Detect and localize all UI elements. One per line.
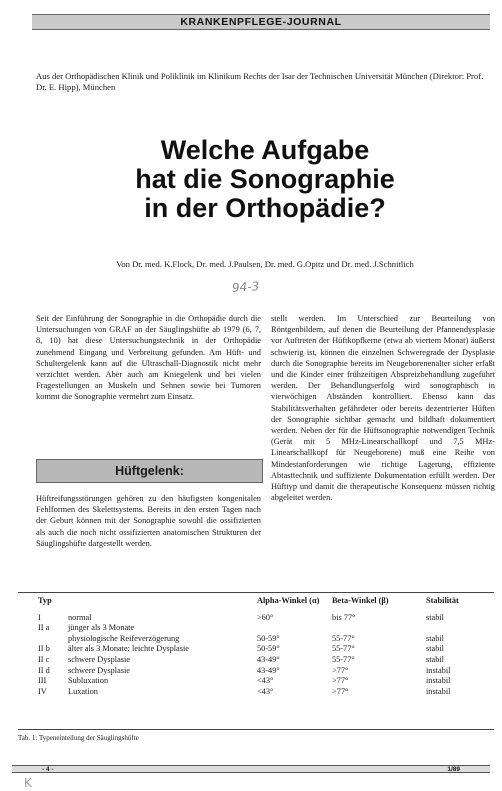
table-cell: normal bbox=[68, 612, 92, 622]
table-cell: 55-77° bbox=[332, 644, 355, 654]
authors-line: Von Dr. med. K.Flock, Dr. med. J.Paulsen, Dr. med. G.Opitz und Dr. med. J.Schnitlich bbox=[116, 259, 414, 269]
table-header: Alpha-Winkel (α) bbox=[257, 596, 320, 605]
table-header bbox=[66, 596, 255, 613]
journal-header-band bbox=[32, 14, 490, 30]
table-caption: Tab. 1: Typeneinteilung der Säuglingshüfte bbox=[18, 734, 139, 742]
table-row bbox=[36, 613, 488, 624]
table-cell: I bbox=[38, 612, 41, 622]
table-cell: stabil bbox=[426, 654, 444, 664]
table-cell: >60° bbox=[257, 612, 274, 622]
footer-page-left: - 4 - bbox=[42, 765, 54, 773]
table-cell: 55-77° bbox=[332, 633, 355, 643]
section-heading: Hüftgelenk: bbox=[115, 464, 184, 478]
table-cell bbox=[255, 623, 330, 634]
journal-name: KRANKENPFLEGE-JOURNAL bbox=[180, 16, 342, 28]
table-header: Stabilität bbox=[426, 596, 459, 605]
table-cell bbox=[330, 623, 424, 634]
table-cell: physiologische Reifeverzögerung bbox=[68, 633, 180, 643]
footer-band bbox=[12, 765, 490, 773]
table-cell: instabil bbox=[426, 676, 451, 686]
table-cell: II a bbox=[38, 623, 50, 633]
body-column-2 bbox=[271, 313, 495, 503]
table-cell: stabil bbox=[426, 644, 444, 654]
table-row bbox=[36, 676, 488, 687]
table-cell bbox=[36, 634, 66, 645]
table-cell: III bbox=[38, 676, 47, 686]
title-line-2: hat die Sonographie bbox=[135, 164, 395, 194]
table-cell: schwere Dysplasie bbox=[68, 654, 130, 664]
table-cell: 43-49° bbox=[257, 654, 280, 664]
table-row bbox=[36, 655, 488, 666]
table-row bbox=[36, 644, 488, 655]
body-column-1-section bbox=[36, 493, 261, 549]
handwritten-page-mark: K bbox=[24, 776, 32, 790]
table-header: Beta-Winkel (β) bbox=[332, 596, 389, 605]
handwritten-note: 94-3 bbox=[231, 279, 260, 295]
table-cell: <43° bbox=[257, 676, 274, 686]
table-cell: Luxation bbox=[68, 686, 98, 696]
table-cell: II d bbox=[38, 665, 50, 675]
table-cell: 50-59° bbox=[257, 633, 280, 643]
table-cell: stabil bbox=[426, 633, 444, 643]
table-cell: >77° bbox=[332, 665, 349, 675]
footer-issue-right: 1/89 bbox=[447, 765, 460, 773]
table-cell: IV bbox=[38, 686, 47, 696]
table-cell: bis 77° bbox=[332, 612, 356, 622]
table-cell: älter als 3 Monate: leichte Dysplasie bbox=[68, 644, 189, 654]
title-line-3: in der Orthopädie? bbox=[144, 193, 386, 223]
section-paragraph: Hüftreifungsstörungen gehören zu den häufigsten kongenitalen Fehlformen des Skelettsystems. Bereits in den ersten Tagen nach der Geburt können mit der Sonographie sowohl die ossifizierten als auch die noch nicht ossifizierten anatomischen Strukturen der Säuglingshüfte dargestellt werden. bbox=[36, 494, 261, 548]
title-line-1: Welche Aufgabe bbox=[160, 135, 370, 165]
table-cell: schwere Dysplasie bbox=[68, 665, 130, 675]
table-cell: instabil bbox=[426, 665, 451, 675]
table-cell: >77° bbox=[332, 686, 349, 696]
intro-paragraph: Seit der Einführung der Sonographie in die Orthopädie durch die Untersuchungen von GRAF an der Säuglingshüfte ab 1979 (6, 7, 8, 10) hat diese Untersuchungstechnik in der Orthopädie zunehmend Eingang und Verbreitung gefunden. Am Hüft- und Schultergelenk kann auf die Ultraschall-Diagnostik nicht mehr verzichtet werden. Aber auch am Kniegelenk und bei vielen Fragestellungen an Muskeln und Sehnen sowie bei Tumoren kommt die Sonographie vermehrt zum Einsatz. bbox=[36, 314, 261, 402]
section-heading-box bbox=[36, 459, 263, 483]
table-cell: 55-77° bbox=[332, 654, 355, 664]
body-column-1-intro bbox=[36, 313, 261, 403]
table-cell: jünger als 3 Monate bbox=[68, 623, 135, 633]
table-row bbox=[36, 666, 488, 677]
table-cell bbox=[424, 623, 488, 634]
table-cell: II c bbox=[38, 654, 50, 664]
hip-type-table bbox=[36, 596, 488, 697]
table-header-row bbox=[36, 596, 488, 613]
table-cell: II b bbox=[38, 644, 50, 654]
table-cell: 43-49° bbox=[257, 665, 280, 675]
table-row bbox=[36, 623, 488, 634]
table-header: Typ bbox=[38, 596, 52, 605]
table-row bbox=[36, 687, 488, 698]
table-cell: 50-59° bbox=[257, 644, 280, 654]
table-row bbox=[36, 634, 488, 645]
table-cell: stabil bbox=[426, 612, 444, 622]
table-cell: <43° bbox=[257, 686, 274, 696]
table-cell: Subluxation bbox=[68, 676, 109, 686]
column-2-paragraph: stellt werden. Im Unterschied zur Beurteilung von Röntgenbildern, auf denen die Beurteilung der Pfannendysplasie vor Auftreten der Hüftkopfkerne (etwa ab viertem Monat) äußerst schwierig ist, können die einzelnen Schweregrade der Dysplasie durch die Sonographie bereits im Neugeborenenalter sicher erfaßt und die Kinder einer frühzeitigen Abspreizbehandlung zugeführt werden. Der Behandlungserfolg wird sonographisch in vierwöchigen Abständen kontrolliert. Ebenso kann das Stabilitätsverhalten gefährdeter oder bereits dezentrierter Hüften der Sonographie sichtbar gemacht und bildhaft dokumentiert werden. Neben der für die Hüftsonographie notwendigen Technik (Gerät mit 5 MHz-Linearschallkopf und 7,5 MHz-Linearschallkopf für Neugeborene) muß eine Reihe von Mindestanforderungen wie richtige Lagerung, effiziente Abtasttechnik und suffiziente Dokumentation erfüllt werden. Der Hüfttyp und damit die therapeutische Konsequenz müssen richtig abgeleitet werden. bbox=[271, 314, 495, 503]
table-cell: instabil bbox=[426, 686, 451, 696]
table-cell: >77° bbox=[332, 676, 349, 686]
article-title bbox=[36, 136, 494, 223]
affiliation-text: Aus der Orthopädischen Klinik und Poliklinik im Klinikum Rechts der Isar der Technischen Universität München (Direktor: Prof. Dr. E. Hipp), München bbox=[36, 71, 484, 92]
